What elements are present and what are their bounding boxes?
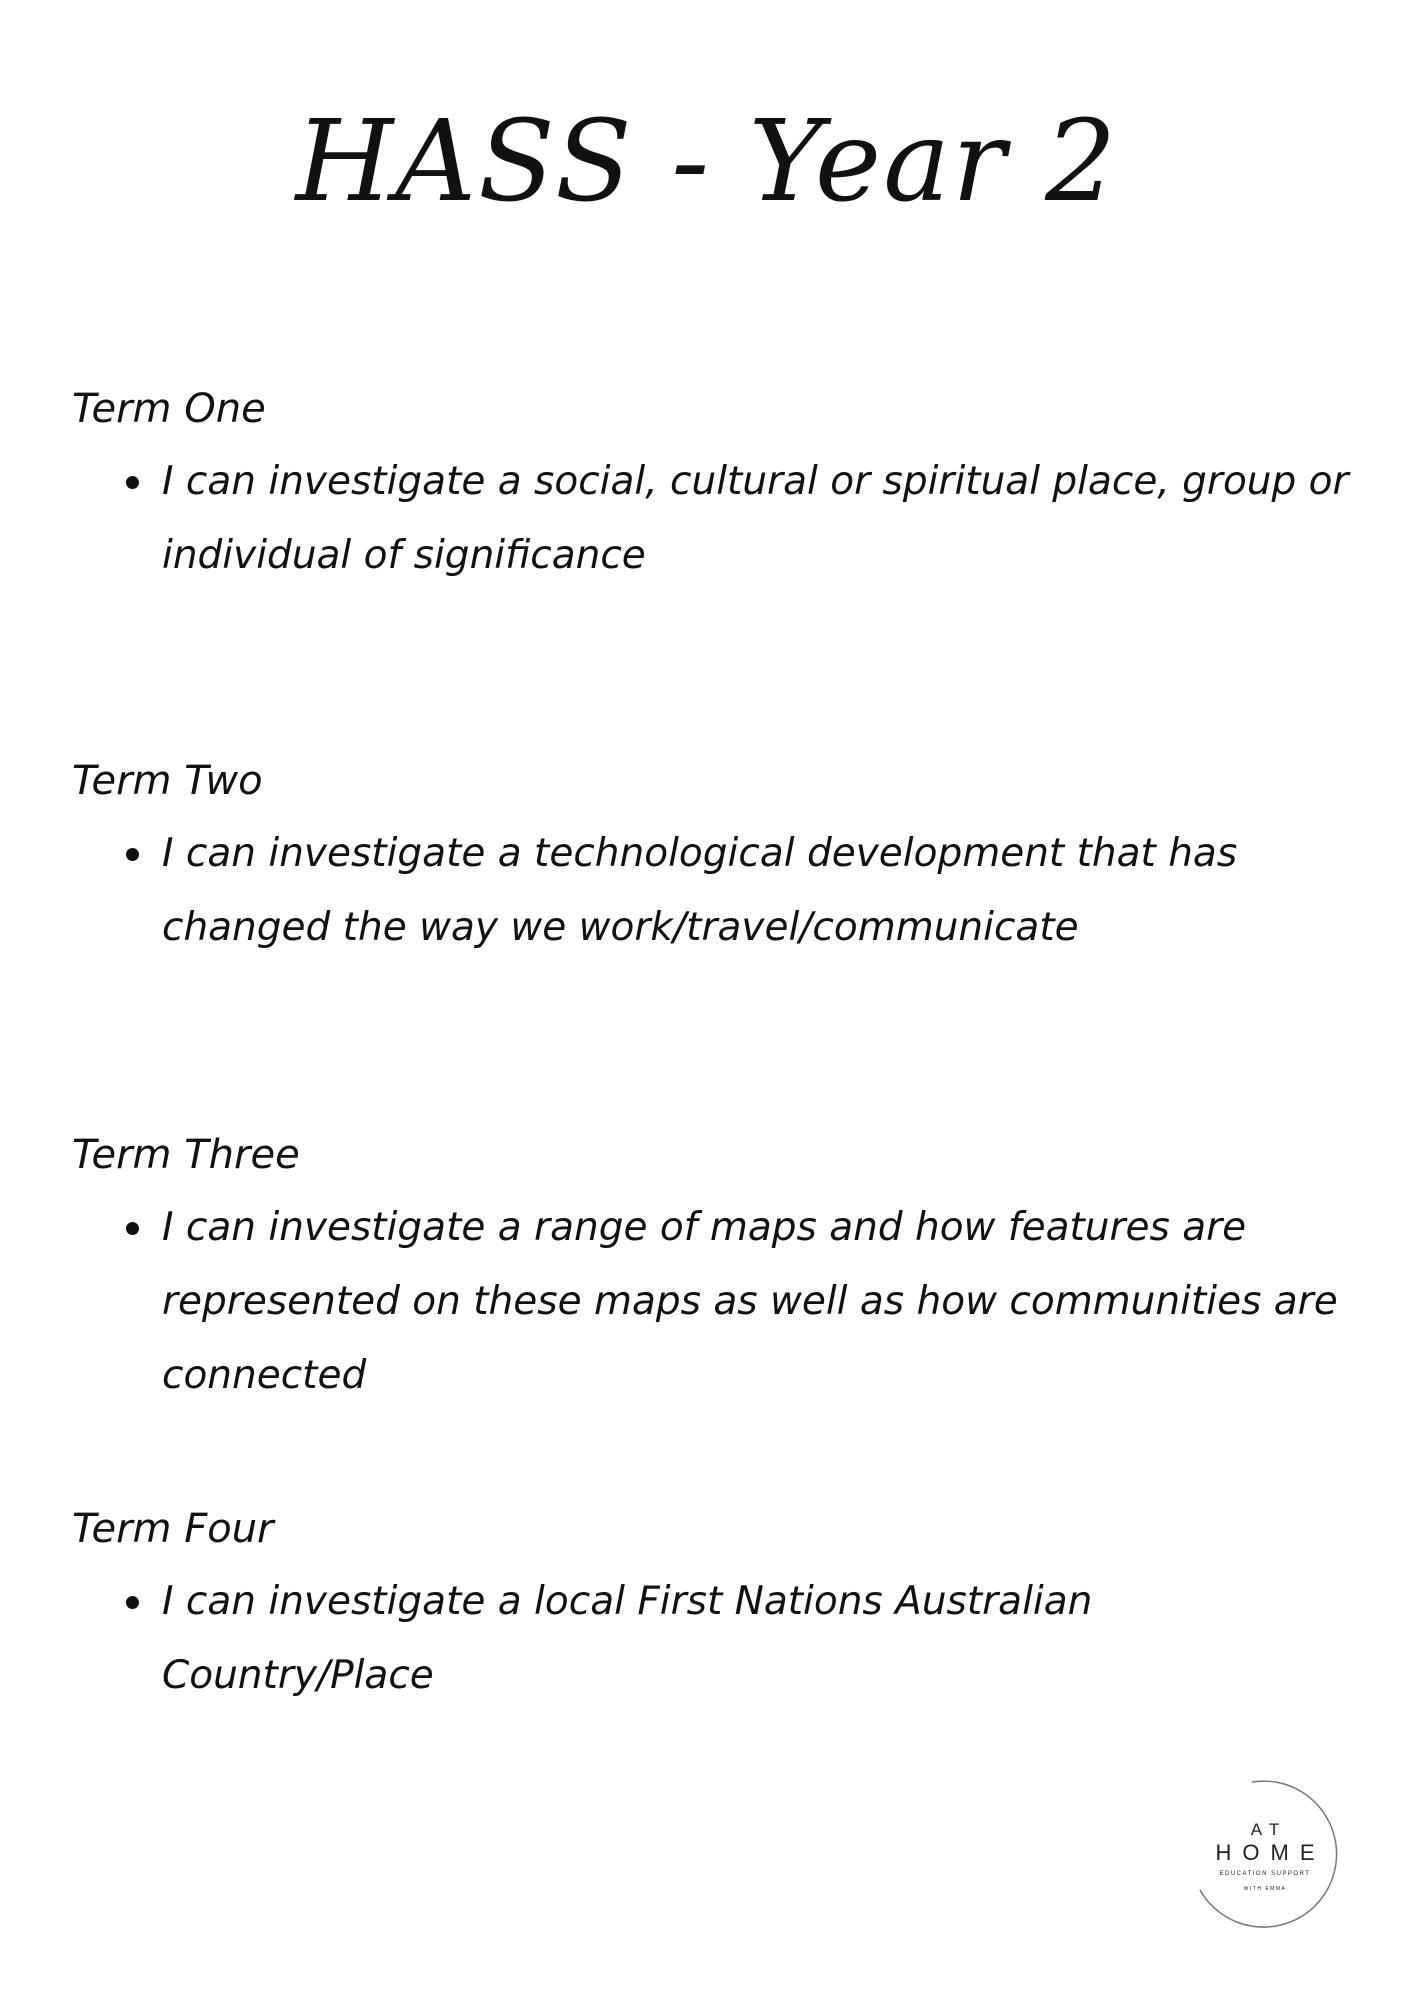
list-item — [162, 445, 1352, 593]
bullet-icon — [126, 1596, 139, 1609]
list-item-text: I can investigate a social, cultural or spiritual place, group or individual of significance — [162, 459, 1349, 578]
brand-logo — [1190, 1780, 1340, 1930]
list-item — [162, 1565, 1352, 1713]
logo-text-education-support: EDUCATION SUPPORT — [1219, 1871, 1311, 1877]
term-three-section — [72, 1131, 1372, 1413]
term-one-section — [72, 385, 1372, 593]
list-item — [162, 817, 1352, 965]
list-item-text: I can investigate a range of maps and how features are represented on these maps as well as how communities are connected — [162, 1205, 1338, 1398]
term-list — [72, 1191, 1372, 1413]
bullet-icon — [126, 476, 139, 489]
term-list — [72, 1565, 1372, 1713]
list-item-text: I can investigate a local First Nations Australian Country/Place — [162, 1579, 1093, 1698]
term-heading: Term Three — [72, 1132, 300, 1178]
bullet-icon — [126, 1222, 139, 1235]
logo-text-at: AT — [1250, 1820, 1288, 1839]
term-two-section — [72, 757, 1372, 965]
bullet-icon — [126, 848, 139, 861]
term-heading: Term Two — [72, 758, 263, 804]
logo-text-home: HOME — [1215, 1840, 1326, 1865]
list-item-text: I can investigate a technological development that has changed the way we work/travel/communicate — [162, 831, 1238, 950]
term-heading: Term Four — [72, 1506, 274, 1552]
term-list — [72, 445, 1372, 593]
term-four-section — [72, 1505, 1372, 1713]
list-item — [162, 1191, 1352, 1413]
logo-text-with-emma: WITH EMMA — [1243, 1886, 1287, 1892]
term-heading: Term One — [72, 386, 266, 432]
term-list — [72, 817, 1372, 965]
page-title: HASS - Year 2 — [295, 97, 1119, 227]
